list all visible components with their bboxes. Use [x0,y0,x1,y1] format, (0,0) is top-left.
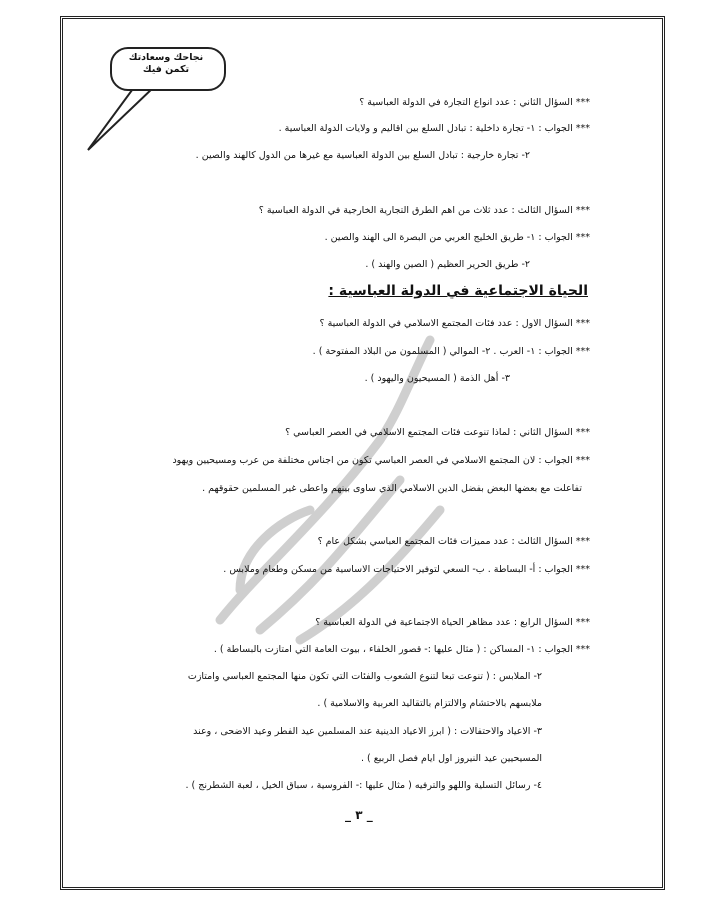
answer-line: *** الجواب : ١- العرب . ٢- الموالي ( المسلمون من البلاد المفتوحة ) . [312,346,590,357]
answer-line: *** الجواب : ١- المساكن : ( مثال عليها :- قصور الخلفاء ، بيوت العامة التي امتازت بالبساطة ) . [213,644,590,655]
answer-line: المسيحيين عيد النيروز اول ايام فصل الربيع ) . [360,753,542,764]
answer-line: *** الجواب : أ- البساطة . ب- السعي لتوفير الاحتياجات الاساسية من مسكن وطعام وملابس . [223,564,590,575]
question-features: *** السؤال الثالث : عدد مميزات فئات المجتمع العباسي بشكل عام ؟ [317,536,590,547]
question-social-aspects: *** السؤال الرابع : عدد مظاهر الحياة الاجتماعية في الدولة العباسية ؟ [315,617,590,628]
question-society-groups: *** السؤال الاول : عدد فئات المجتمع الاسلامي في الدولة العباسية ؟ [319,318,590,329]
answer-line: ملابسهم بالاحتشام والالتزام بالتقاليد العربية والاسلامية ) . [317,698,542,709]
answer-line: ٢- الملابس : ( تنوعت تبعا لتنوع الشعوب والفئات التي تكون منها المجتمع العباسي وامتازت [187,671,542,682]
question-trade-routes: *** السؤال الثالث : عدد ثلاث من اهم الطرق التجارية الخارجية في الدولة العباسية ؟ [258,205,590,216]
speech-bubble-text: نجاحك وسعادتك تكمن فيك [128,52,204,75]
answer-line: ٣- أهل الذمة ( المسيحيون واليهود ) . [364,373,510,384]
answer-line: ٢- تجارة خارجية : تبادل السلع بين الدولة العباسية مع غيرها من الدول كالهند والصين . [195,150,530,161]
question-trade-types: *** السؤال الثاني : عدد انواع التجارة في الدولة العباسية ؟ [359,97,590,108]
section-heading: الحياة الاجتماعية في الدولة العباسية : [328,283,588,299]
answer-line: *** الجواب : ١- تجارة داخلية : تبادل السلع بين اقاليم و ولايات الدولة العباسية . [278,123,590,134]
question-diversity: *** السؤال الثاني : لماذا تنوعت فئات المجتمع الاسلامي في العصر العباسي ؟ [285,427,590,438]
answer-line: ٣- الاعياد والاحتفالات : ( ابرز الاعياد الدينية عند المسلمين عيد الفطر وعيد الاضحى ، وعند [193,726,542,737]
answer-line: *** الجواب : ١- طريق الخليج العربي من البصرة الى الهند والصين . [324,232,590,243]
answer-line: ٤- رسائل التسلية واللهو والترفيه ( مثال عليها :- الفروسية ، سباق الخيل ، لعبة الشطرنج ) . [185,780,542,791]
answer-line: *** الجواب : لان المجتمع الاسلامي في العصر العباسي تكون من اجناس مختلفة من عرب ومسيحيين ويهود [172,455,590,466]
answer-line: تفاعلت مع بعضها البعض بفضل الدين الاسلامي الذي ساوى بينهم واعطى غير المسلمين حقوقهم . [202,483,582,494]
answer-line: ٢- طريق الحرير العظيم ( الصين والهند ) . [365,259,530,270]
page-number: _ ٣ _ [345,808,373,822]
